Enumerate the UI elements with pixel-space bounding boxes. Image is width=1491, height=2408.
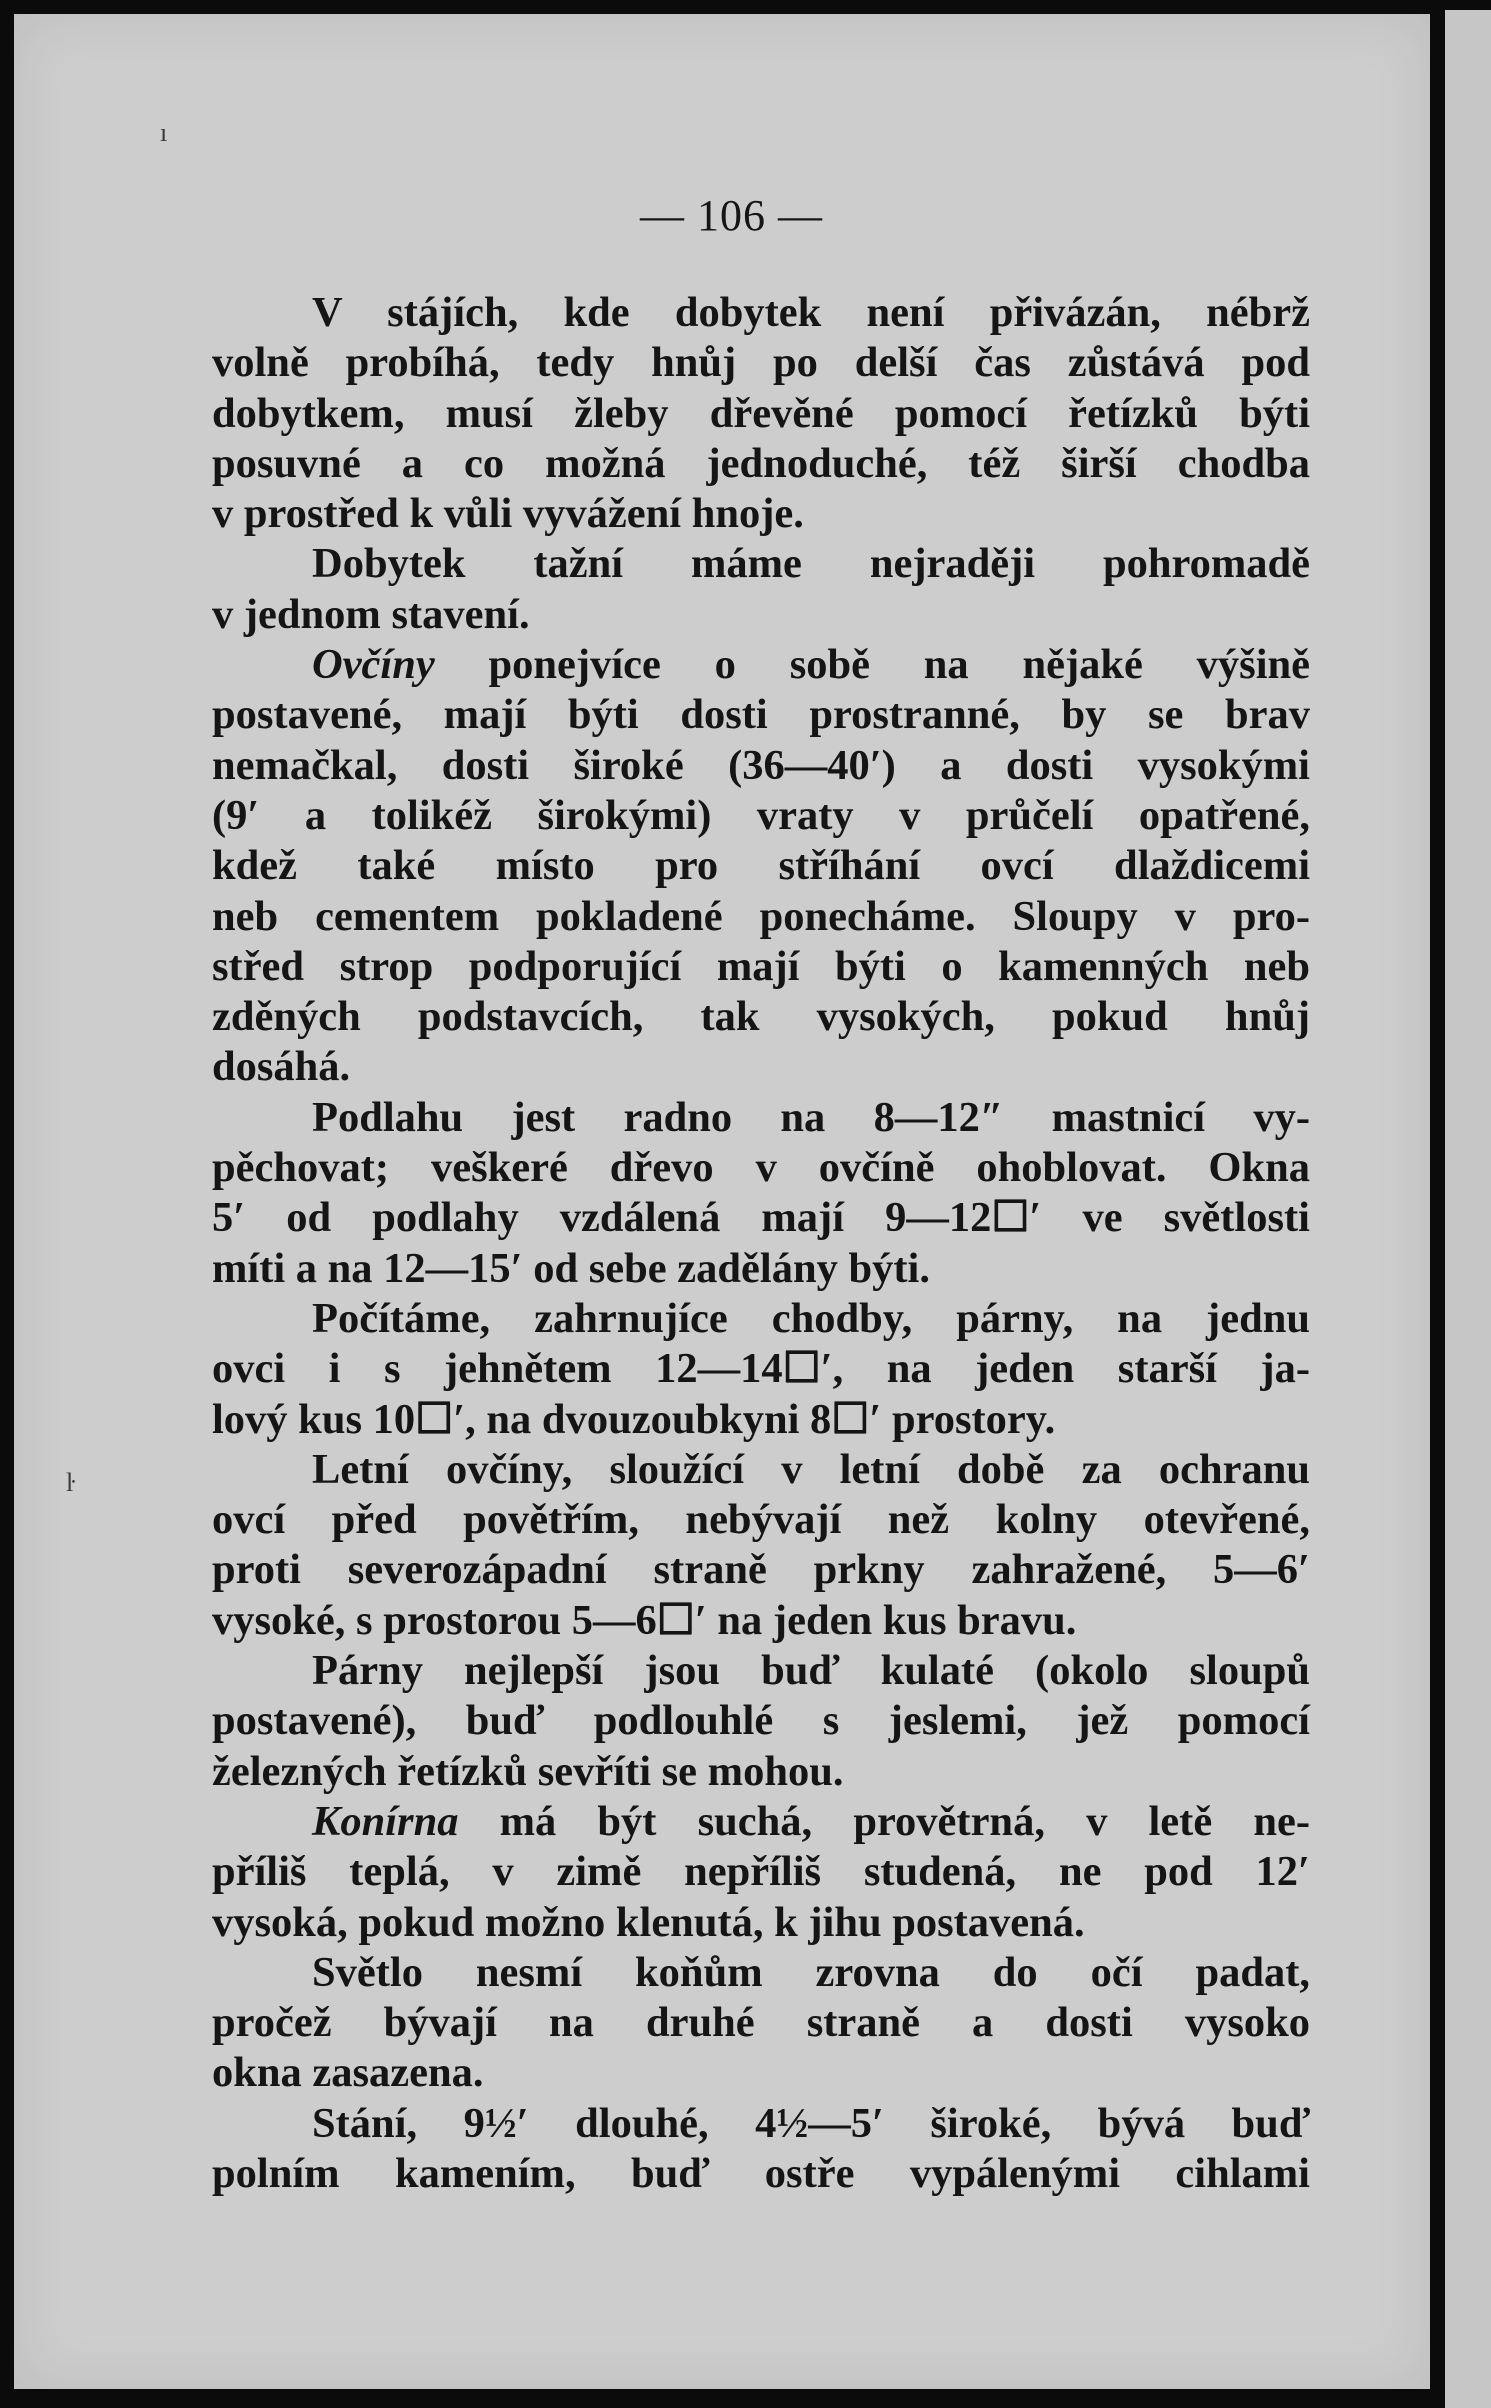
text-line [212, 1193, 1310, 1243]
line-text: v prostřed k vůli vyvážení hnoje. [212, 490, 804, 538]
text-line [212, 1143, 1310, 1193]
line-text: zděných podstavcích, tak vysokých, pokud hnůj [212, 993, 1310, 1041]
line-text: V stájích, kde dobytek není přivázán, nébrž [312, 289, 1310, 336]
text-line [212, 1696, 1310, 1746]
paragraph [212, 539, 1310, 640]
text-line [212, 1344, 1310, 1394]
text-line [212, 1395, 1310, 1445]
line-text: Počítáme, zahrnujíce chodby, párny, na jednu [312, 1294, 1310, 1342]
paragraph [212, 2099, 1310, 2200]
text-line [212, 1445, 1310, 1495]
text-line [212, 539, 1310, 589]
line-text: polním kamením, buď ostře vypálenými cihlami [212, 2149, 1310, 2197]
line-text: ovci i s jehnětem 12—14☐′, na jeden starší ja- [212, 1345, 1310, 1393]
paragraph [212, 1646, 1310, 1797]
paragraph [212, 1093, 1310, 1294]
text-line [212, 2099, 1310, 2149]
adjacent-page-edge [1445, 10, 1491, 2408]
text-line [212, 590, 1310, 640]
page-number: — 106 — [640, 191, 823, 240]
text-line [212, 1545, 1310, 1595]
text-line [212, 841, 1310, 891]
text-line [212, 489, 1310, 539]
line-text: vysoká, pokud možno klenutá, k jihu postavená. [212, 1898, 1085, 1946]
text-line [212, 1998, 1310, 2048]
line-text: pročež bývají na druhé straně a dosti vysoko [212, 1999, 1310, 2047]
line-text: 5′ od podlahy vzdálená mají 9—12☐′ ve světlosti [212, 1194, 1310, 1242]
line-text: Letní ovčíny, sloužící v letní době za ochranu [312, 1445, 1310, 1493]
line-text: neb cementem pokladené ponecháme. Sloupy v pro- [212, 892, 1310, 940]
line-text: střed strop podporující mají býti o kamenných neb [212, 942, 1310, 990]
text-line [212, 1646, 1310, 1696]
text-line [212, 892, 1310, 942]
text-line [212, 690, 1310, 740]
text-line [212, 640, 1310, 690]
text-line [212, 791, 1310, 841]
line-text: kdež také místo pro stříhání ovcí dlaždicemi [212, 842, 1310, 890]
paragraph [212, 1445, 1310, 1646]
line-text: Stání, 9½′ dlouhé, 4½—5′ široké, bývá buď [312, 2099, 1310, 2147]
paragraph [212, 1948, 1310, 2099]
line-text: Dobytek tažní máme nejraději pohromadě [312, 540, 1310, 588]
body-text [212, 288, 1310, 2199]
line-text: (9′ a tolikéž širokými) vraty v průčelí opatřené, [212, 791, 1310, 839]
line-text: dobytkem, musí žleby dřevěné pomocí řetízků býti [212, 389, 1310, 437]
paragraph [212, 640, 1310, 1093]
text-line [212, 338, 1310, 388]
italic-term: Ovčíny [312, 641, 435, 689]
text-line [212, 2149, 1310, 2199]
text-line [212, 2048, 1310, 2098]
line-text: míti a na 12—15′ od sebe zadělány býti. [212, 1244, 930, 1292]
text-line [212, 1294, 1310, 1344]
text-line [212, 288, 1310, 338]
text-line [212, 1042, 1310, 1092]
italic-term: Konírna [312, 1797, 459, 1845]
line-text: v jednom stavení. [212, 590, 530, 638]
margin-mark: ŀ [66, 1468, 75, 1497]
line-text: Podlahu jest radno na 8—12″ mastnicí vy- [312, 1093, 1310, 1141]
text-line [212, 1948, 1310, 1998]
line-text: pěchovat; veškeré dřevo v ovčíně ohoblovat. Okna [212, 1144, 1310, 1192]
text-line [212, 942, 1310, 992]
text-line [212, 439, 1310, 489]
text-line [212, 741, 1310, 791]
text-line [212, 992, 1310, 1042]
text-line [212, 1596, 1310, 1646]
text-line [212, 1847, 1310, 1897]
line-text: dosáhá. [212, 1043, 351, 1091]
text-line [212, 389, 1310, 439]
line-text: má být suchá, provětrná, v letě ne- [458, 1797, 1310, 1845]
text-line [212, 1244, 1310, 1294]
page-gutter [1430, 0, 1445, 2408]
margin-mark: ı [160, 118, 168, 147]
line-text: Párny nejlepší jsou buď kulaté (okolo sloupů [312, 1647, 1310, 1695]
line-text: lový kus 10☐′, na dvouzoubkyni 8☐′ prostory. [212, 1395, 1056, 1443]
paragraph [212, 1294, 1310, 1445]
text-line [212, 1797, 1310, 1847]
line-text: okna zasazena. [212, 2049, 484, 2097]
line-text: Světlo nesmí koňům zrovna do očí padat, [312, 1948, 1310, 1996]
line-text: proti severozápadní straně prkny zahražené, 5—6′ [212, 1546, 1310, 1594]
paragraph [212, 288, 1310, 539]
paragraph [212, 1797, 1310, 1948]
line-text: ponejvíce o sobě na nějaké výšině [434, 641, 1310, 689]
line-text: vysoké, s prostorou 5—6☐′ na jeden kus bravu. [212, 1596, 1077, 1644]
line-text: postavené, mají býti dosti prostranné, by se brav [212, 691, 1310, 739]
line-text: volně probíhá, tedy hnůj po delší čas zůstává pod [212, 339, 1310, 387]
line-text: příliš teplá, v zimě nepříliš studená, ne pod 12′ [212, 1848, 1310, 1896]
line-text: ovcí před povětřím, nebývají než kolny otevřené, [212, 1496, 1310, 1544]
line-text: nemačkal, dosti široké (36—40′) a dosti vysokými [212, 741, 1310, 789]
text-line [212, 1495, 1310, 1545]
text-line [212, 1747, 1310, 1797]
line-text: posuvné a co možná jednoduché, též širší chodba [212, 439, 1310, 487]
line-text: železných řetízků sevříti se mohou. [212, 1747, 844, 1795]
line-text: postavené), buď podlouhlé s jeslemi, jež pomocí [212, 1697, 1310, 1745]
text-line [212, 1093, 1310, 1143]
text-line [212, 1898, 1310, 1948]
